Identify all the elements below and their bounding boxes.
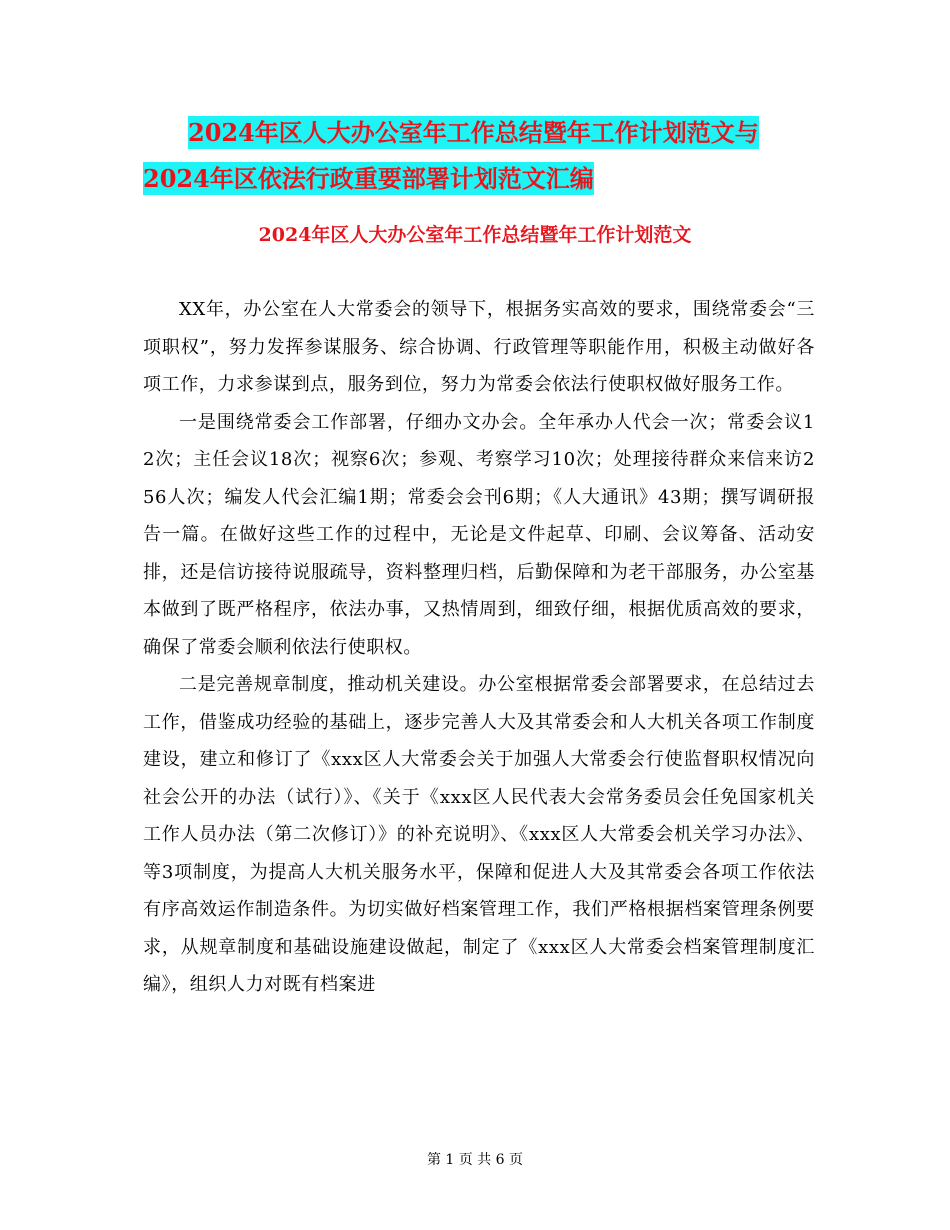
paragraph-3: 二是完善规章制度，推动机关建设。办公室根据常委会部署要求，在总结过去工作，借鉴成功经验的基础上，逐步完善人大及其常委会和人大机关各项工作制度建设，建立和修订了《xxx区人大常委会关于加强人大常委会行使监督职权情况向社会公开的办法（试行）》、《关于《xxx区人民代表大会常务委员会任免国家机关工作人员办法（第二次修订）》的补充说明》、《xxx区人大常委会机关学习办法》、等3项制度，为提高人大机关服务水平，保障和促进人大及其常委会各项工作依法有序高效运作制造条件。为切实做好档案管理工作，我们严格根据档案管理条例要求，从规章制度和基础设施建设做起，制定了《xxx区人大常委会档案管理制度汇编》，组织人力对既有档案进 [143, 674, 815, 995]
page-footer: 第 1 页 共 6 页 [426, 1152, 524, 1168]
title-line-1-text: 2024年区人大办公室年工作总结暨年工作计划范文与 [188, 118, 759, 147]
section-title: 2024年区人大办公室年工作总结暨年工作计划范文 [258, 224, 692, 246]
document-title [140, 110, 840, 202]
paragraph-2: 一是围绕常委会工作部署，仔细办文办会。全年承办人代会一次；常委会议12次；主任会议18次；视察6次；参观、考察学习10次；处理接待群众来信来访256人次；编发人代会汇编1期；常委会会刊6期；《人大通讯》43期；撰写调研报告一篇。在做好这些工作的过程中，无论是文件起草、印刷、会议筹备、活动安排，还是信访接待说服疏导，资料整理归档，后勤保障和为老干部服务，办公室基本做到了既严格程序，依法办事，又热情周到，细致仔细，根据优质高效的要求，确保了常委会顺利依法行使职权。 [143, 411, 815, 658]
title-line-2 [140, 156, 840, 202]
title-line-2-text: 2024年区依法行政重要部署计划范文汇编 [143, 164, 594, 193]
paragraph-1: XX年，办公室在人大常委会的领导下，根据务实高效的要求，围绕常委会“三项职权”，努力发挥参谋服务、综合协调、行政管理等职能作用，积极主动做好各项工作，力求参谋到点，服务到位，努力为常委会依法行使职权做好服务工作。 [143, 299, 815, 395]
body-text [143, 291, 815, 1004]
title-line-1 [140, 110, 840, 156]
